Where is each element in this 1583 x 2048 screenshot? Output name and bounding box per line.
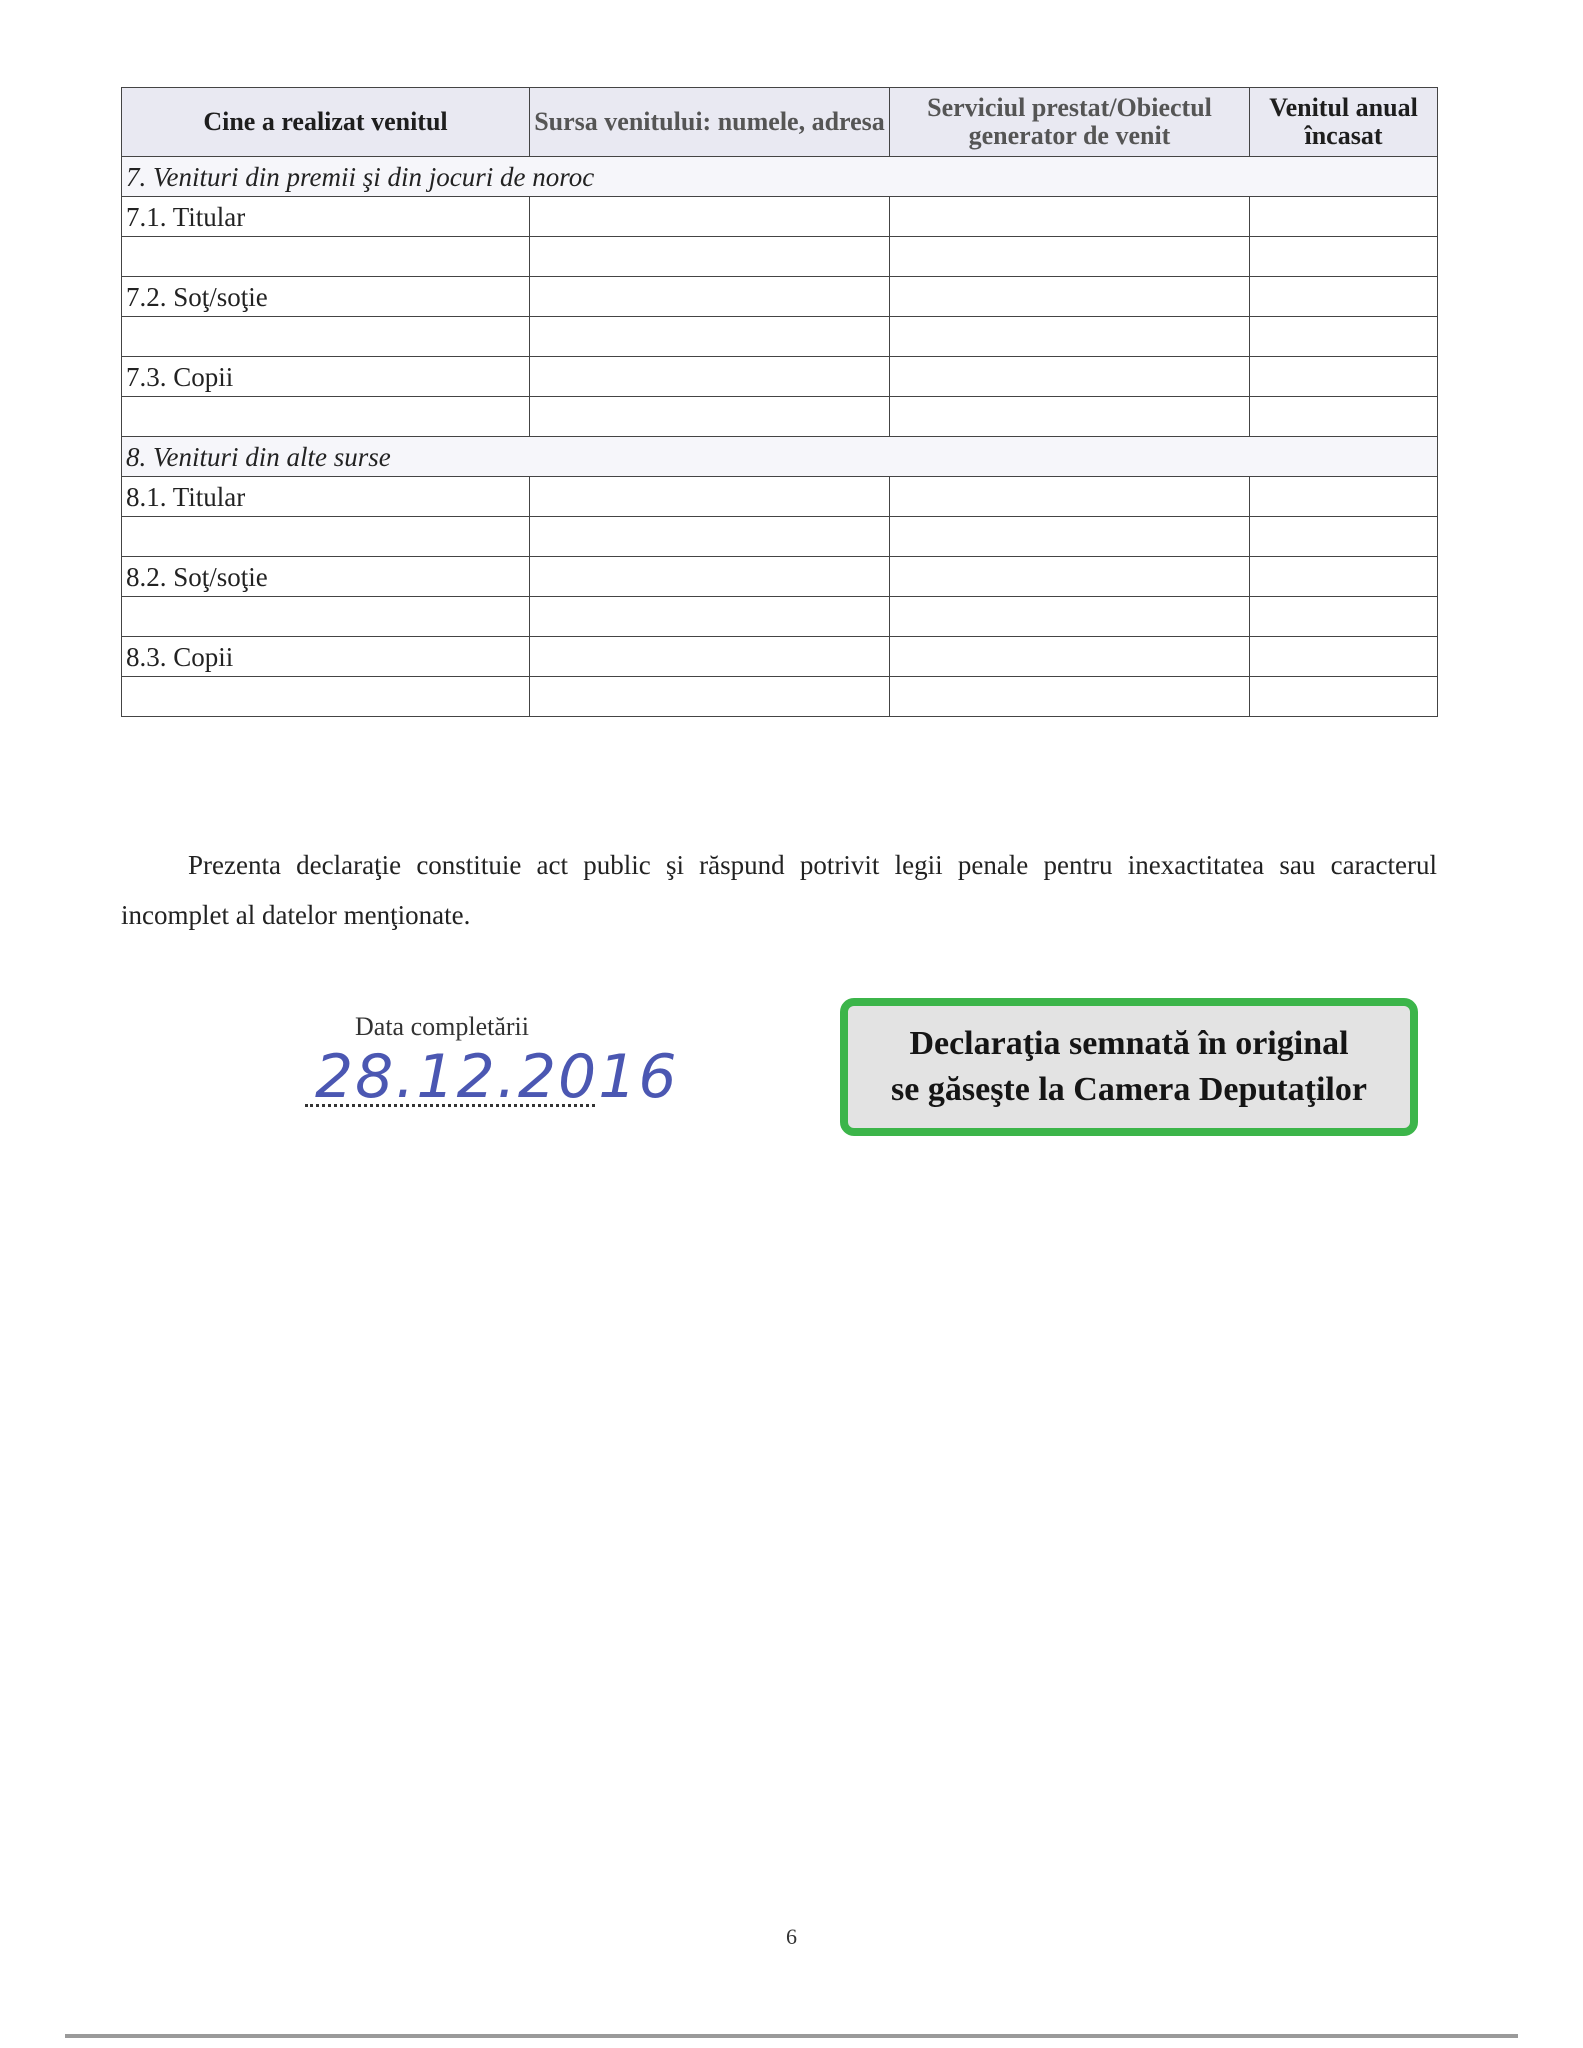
- row-label: [122, 517, 530, 557]
- row-label: [122, 397, 530, 437]
- stamp-line-1: Declaraţia semnată în original: [909, 1025, 1349, 1062]
- header-service: Serviciul prestat/Obiectul generator de venit: [890, 88, 1250, 157]
- signed-original-stamp: [840, 998, 1418, 1136]
- row-label: 8.1. Titular: [122, 477, 530, 517]
- table-row: [122, 517, 1438, 557]
- row-label: [122, 597, 530, 637]
- row-label: 7.1. Titular: [122, 197, 530, 237]
- table-row: [122, 397, 1438, 437]
- declaration-statement: Prezenta declaraţie constituie act public şi răspund potrivit legii penale pentru inexactitatea sau caracterul incomplet al datelor menţionate.: [121, 850, 1437, 930]
- table-row: [122, 197, 1438, 237]
- header-annual-income: Venitul anual încasat: [1250, 88, 1438, 157]
- row-label: [122, 677, 530, 717]
- table-row: [122, 677, 1438, 717]
- row-label: 7.3. Copii: [122, 357, 530, 397]
- handwritten-date: 28.12.2016: [315, 1042, 679, 1112]
- table-header-row: [122, 88, 1438, 157]
- section-row: [122, 157, 1438, 197]
- row-label: 8.3. Copii: [122, 637, 530, 677]
- table-row: [122, 597, 1438, 637]
- section-8-title: 8. Venituri din alte surse: [122, 437, 1438, 477]
- table-row: [122, 557, 1438, 597]
- table-row: [122, 317, 1438, 357]
- table-row: [122, 237, 1438, 277]
- header-source: Sursa venitului: numele, adresa: [530, 88, 890, 157]
- row-label: [122, 237, 530, 277]
- income-table: [121, 87, 1438, 717]
- header-who: Cine a realizat venitul: [122, 88, 530, 157]
- completion-date-block: [305, 1012, 679, 1112]
- table-row: [122, 477, 1438, 517]
- row-label: 8.2. Soţ/soţie: [122, 557, 530, 597]
- page-bottom-border: [65, 2034, 1518, 2038]
- section-row: [122, 437, 1438, 477]
- section-7-title: 7. Venituri din premii şi din jocuri de noroc: [122, 157, 1438, 197]
- row-label: 7.2. Soţ/soţie: [122, 277, 530, 317]
- date-label: Data completării: [355, 1012, 529, 1041]
- table-row: [122, 637, 1438, 677]
- table-row: [122, 357, 1438, 397]
- row-label: [122, 317, 530, 357]
- stamp-line-2: se găseşte la Camera Deputaţilor: [891, 1071, 1367, 1108]
- table-row: [122, 277, 1438, 317]
- page-number: 6: [786, 1924, 797, 1949]
- date-dotted-line: [305, 1104, 595, 1107]
